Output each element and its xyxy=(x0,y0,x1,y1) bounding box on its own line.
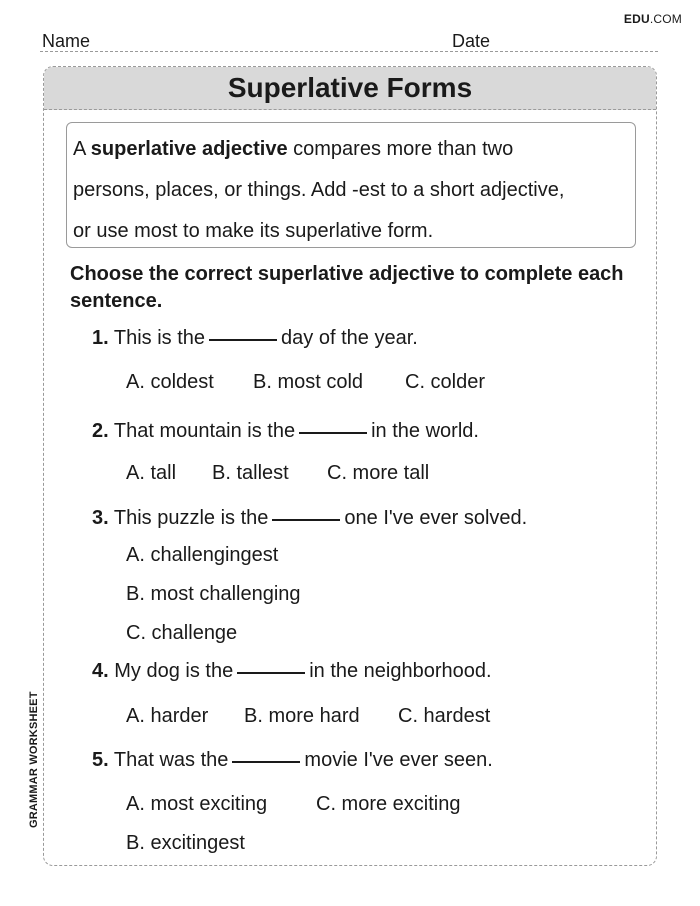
option-1b[interactable]: B. most cold xyxy=(253,371,364,393)
answer-blank[interactable] xyxy=(299,432,367,434)
option-4a[interactable]: A. harder xyxy=(126,705,209,727)
brand-logo xyxy=(624,12,682,26)
definition-line-1-rest: compares more than two xyxy=(287,138,514,160)
option-4b[interactable]: B. more hard xyxy=(244,705,360,727)
side-label: GRAMMAR WORKSHEET xyxy=(28,691,40,828)
instructions: Choose the correct superlative adjective to complete each sentence. xyxy=(70,263,624,312)
question-number: 3. xyxy=(92,507,109,529)
option-2a[interactable]: A. tall xyxy=(126,462,177,484)
question-text-after: one I've ever solved. xyxy=(344,507,528,529)
answer-blank[interactable] xyxy=(237,672,305,674)
name-label: Name xyxy=(42,31,91,51)
brand-suffix: .COM xyxy=(649,12,682,26)
option-5b[interactable]: B. excitingest xyxy=(126,832,245,854)
option-5c[interactable]: C. more exciting xyxy=(316,793,461,815)
definition-box xyxy=(66,122,636,248)
definition-line-1 xyxy=(73,129,629,170)
option-2c[interactable]: C. more tall xyxy=(327,462,430,484)
question-text-before: My dog is the xyxy=(114,660,234,682)
header-write-line xyxy=(40,51,658,52)
page-title: Superlative Forms xyxy=(44,67,656,110)
question-text-before: That was the xyxy=(113,749,229,771)
question-number: 1. xyxy=(92,327,109,349)
question-number: 4. xyxy=(92,660,109,682)
option-2b[interactable]: B. tallest xyxy=(212,462,289,484)
option-3a[interactable]: A. challengingest xyxy=(126,544,279,566)
question-5 xyxy=(92,749,493,772)
answer-blank[interactable] xyxy=(232,761,300,763)
question-3 xyxy=(92,507,527,530)
brand-name: EDU xyxy=(623,12,650,26)
question-number: 5. xyxy=(92,749,109,771)
question-text-after: day of the year. xyxy=(281,327,418,349)
question-text-before: That mountain is the xyxy=(113,420,296,442)
question-text-before: This is the xyxy=(113,327,206,349)
question-1 xyxy=(92,327,418,350)
question-2 xyxy=(92,420,479,443)
definition-term: superlative adjective xyxy=(90,138,288,160)
option-3c[interactable]: C. challenge xyxy=(126,622,238,644)
option-1c[interactable]: C. colder xyxy=(405,371,486,393)
question-text-after: movie I've ever seen. xyxy=(304,749,493,771)
option-3b[interactable]: B. most challenging xyxy=(126,583,301,605)
question-number: 2. xyxy=(92,420,109,442)
worksheet-card xyxy=(43,66,657,866)
option-4c[interactable]: C. hardest xyxy=(398,705,491,727)
answer-blank[interactable] xyxy=(209,339,277,341)
definition-prefix: A xyxy=(73,138,91,160)
question-text-after: in the neighborhood. xyxy=(309,660,492,682)
definition-line-2: persons, places, or things. Add -est to a short adjective, xyxy=(73,179,565,201)
question-4 xyxy=(92,660,492,683)
question-text-before: This puzzle is the xyxy=(113,507,269,529)
date-label: Date xyxy=(452,31,491,51)
option-1a[interactable]: A. coldest xyxy=(126,371,214,393)
option-5a[interactable]: A. most exciting xyxy=(126,793,268,815)
question-text-after: in the world. xyxy=(371,420,479,442)
answer-blank[interactable] xyxy=(272,519,340,521)
definition-line-3: or use most to make its superlative form. xyxy=(73,220,434,242)
